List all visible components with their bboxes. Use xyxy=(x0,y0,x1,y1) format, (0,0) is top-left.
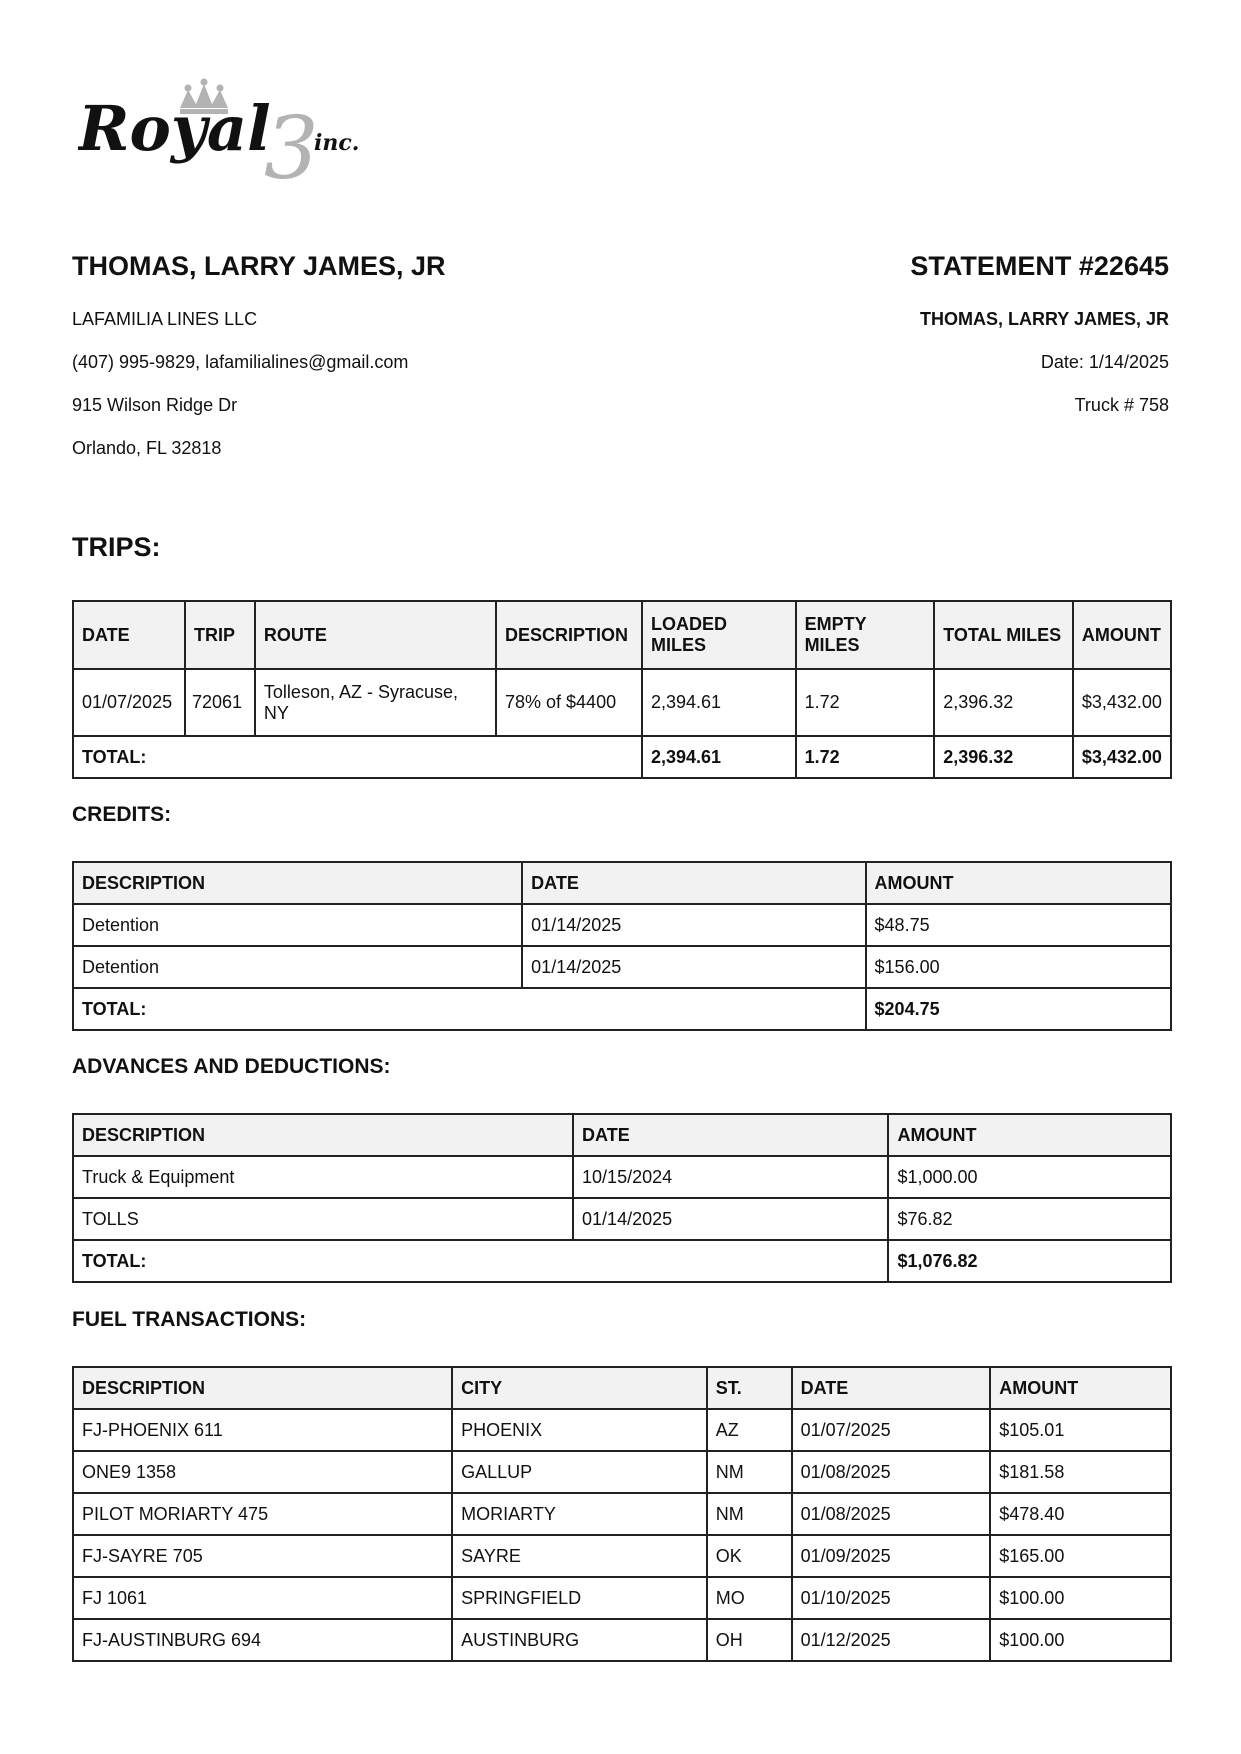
total-total-miles: 2,396.32 xyxy=(934,736,1073,778)
cell-amount: $105.01 xyxy=(990,1409,1171,1451)
table-row xyxy=(73,1451,1171,1493)
cell-description: Detention xyxy=(73,946,522,988)
table-row xyxy=(73,1409,1171,1451)
cell-date: 01/09/2025 xyxy=(792,1535,991,1577)
col-route: ROUTE xyxy=(255,601,496,669)
col-description: DESCRIPTION xyxy=(73,1114,573,1156)
cell-date: 01/07/2025 xyxy=(792,1409,991,1451)
col-amount: AMOUNT xyxy=(866,862,1171,904)
deductions-heading: ADVANCES AND DEDUCTIONS: xyxy=(72,1055,391,1078)
cell-description: FJ 1061 xyxy=(73,1577,452,1619)
cell-date: 01/10/2025 xyxy=(792,1577,991,1619)
cell-total-miles: 2,396.32 xyxy=(934,669,1073,736)
cell-description: TOLLS xyxy=(73,1198,573,1240)
fuel-table xyxy=(72,1366,1172,1662)
cell-date: 01/08/2025 xyxy=(792,1451,991,1493)
trips-header-row xyxy=(73,601,1171,669)
cell-amount: $76.82 xyxy=(888,1198,1171,1240)
deductions-table xyxy=(72,1113,1172,1283)
royal-3-logo-image xyxy=(78,78,398,193)
total-amount: $1,076.82 xyxy=(888,1240,1171,1282)
cell-description: Truck & Equipment xyxy=(73,1156,573,1198)
cell-city: GALLUP xyxy=(452,1451,707,1493)
cell-date: 01/14/2025 xyxy=(522,904,865,946)
cell-amount: $100.00 xyxy=(990,1619,1171,1661)
total-amount: $204.75 xyxy=(866,988,1171,1030)
col-date: DATE xyxy=(73,601,185,669)
cell-amount: $3,432.00 xyxy=(1073,669,1171,736)
cell-amount: $181.58 xyxy=(990,1451,1171,1493)
company-logo xyxy=(78,78,398,193)
cell-city: SPRINGFIELD xyxy=(452,1577,707,1619)
logo-wordmark: Royal xyxy=(78,92,271,165)
table-row xyxy=(73,904,1171,946)
cell-date: 10/15/2024 xyxy=(573,1156,888,1198)
statement-truck: Truck # 758 xyxy=(1074,395,1169,415)
statement-driver-name: THOMAS, LARRY JAMES, JR xyxy=(919,309,1169,329)
statement-info xyxy=(649,248,1169,416)
cell-date: 01/08/2025 xyxy=(792,1493,991,1535)
logo-numeral: 3 xyxy=(264,99,319,193)
cell-city: PHOENIX xyxy=(452,1409,707,1451)
table-row xyxy=(73,1198,1171,1240)
col-date: DATE xyxy=(792,1367,991,1409)
cell-trip: 72061 xyxy=(185,669,255,736)
col-date: DATE xyxy=(573,1114,888,1156)
driver-info xyxy=(72,248,632,459)
total-empty-miles: 1.72 xyxy=(796,736,935,778)
total-label: TOTAL: xyxy=(73,988,866,1030)
driver-name: THOMAS, LARRY JAMES, JR xyxy=(72,251,446,281)
driver-contact: (407) 995-9829, lafamilialines@gmail.com xyxy=(72,352,409,372)
cell-amount: $48.75 xyxy=(866,904,1171,946)
deductions-total-row xyxy=(73,1240,1171,1282)
cell-amount: $165.00 xyxy=(990,1535,1171,1577)
credits-header-row xyxy=(73,862,1171,904)
col-trip: TRIP xyxy=(185,601,255,669)
credits-heading: CREDITS: xyxy=(72,803,172,826)
col-date: DATE xyxy=(522,862,865,904)
table-row xyxy=(73,946,1171,988)
trips-heading: TRIPS: xyxy=(72,532,161,562)
cell-amount: $156.00 xyxy=(866,946,1171,988)
cell-description: FJ-SAYRE 705 xyxy=(73,1535,452,1577)
col-amount: AMOUNT xyxy=(1073,601,1171,669)
cell-description: Detention xyxy=(73,904,522,946)
col-state: ST. xyxy=(707,1367,792,1409)
col-amount: AMOUNT xyxy=(990,1367,1171,1409)
total-amount: $3,432.00 xyxy=(1073,736,1171,778)
cell-state: AZ xyxy=(707,1409,792,1451)
table-row xyxy=(73,1493,1171,1535)
cell-date: 01/12/2025 xyxy=(792,1619,991,1661)
cell-city: SAYRE xyxy=(452,1535,707,1577)
cell-date: 01/07/2025 xyxy=(73,669,185,736)
cell-state: OK xyxy=(707,1535,792,1577)
cell-loaded-miles: 2,394.61 xyxy=(642,669,796,736)
col-city: CITY xyxy=(452,1367,707,1409)
cell-state: NM xyxy=(707,1493,792,1535)
fuel-header-row xyxy=(73,1367,1171,1409)
col-description: DESCRIPTION xyxy=(73,1367,452,1409)
logo-suffix: inc. xyxy=(314,130,360,156)
cell-city: MORIARTY xyxy=(452,1493,707,1535)
trips-total-row xyxy=(73,736,1171,778)
table-row xyxy=(73,1156,1171,1198)
col-empty-miles: EMPTY MILES xyxy=(796,601,935,669)
cell-empty-miles: 1.72 xyxy=(796,669,935,736)
statement-title: STATEMENT #22645 xyxy=(910,251,1169,281)
cell-date: 01/14/2025 xyxy=(573,1198,888,1240)
table-row xyxy=(73,669,1171,736)
statement-date: Date: 1/14/2025 xyxy=(1040,352,1169,372)
col-loaded-miles: LOADED MILES xyxy=(642,601,796,669)
deductions-header-row xyxy=(73,1114,1171,1156)
col-description: DESCRIPTION xyxy=(73,862,522,904)
cell-city: AUSTINBURG xyxy=(452,1619,707,1661)
total-loaded-miles: 2,394.61 xyxy=(642,736,796,778)
cell-route: Tolleson, AZ - Syracuse, NY xyxy=(255,669,496,736)
total-label: TOTAL: xyxy=(73,1240,888,1282)
col-total-miles: TOTAL MILES xyxy=(934,601,1073,669)
cell-amount: $1,000.00 xyxy=(888,1156,1171,1198)
credits-table xyxy=(72,861,1172,1031)
cell-amount: $100.00 xyxy=(990,1577,1171,1619)
cell-state: NM xyxy=(707,1451,792,1493)
driver-address-line1: 915 Wilson Ridge Dr xyxy=(72,395,238,415)
table-row xyxy=(73,1577,1171,1619)
table-row xyxy=(73,1619,1171,1661)
trips-table xyxy=(72,600,1172,779)
cell-amount: $478.40 xyxy=(990,1493,1171,1535)
col-description: DESCRIPTION xyxy=(496,601,642,669)
cell-description: ONE9 1358 xyxy=(73,1451,452,1493)
fuel-heading: FUEL TRANSACTIONS: xyxy=(72,1308,307,1331)
driver-company: LAFAMILIA LINES LLC xyxy=(72,309,258,329)
table-row xyxy=(73,1535,1171,1577)
cell-description: 78% of $4400 xyxy=(496,669,642,736)
cell-state: MO xyxy=(707,1577,792,1619)
cell-date: 01/14/2025 xyxy=(522,946,865,988)
cell-description: PILOT MORIARTY 475 xyxy=(73,1493,452,1535)
credits-total-row xyxy=(73,988,1171,1030)
cell-description: FJ-PHOENIX 611 xyxy=(73,1409,452,1451)
cell-description: FJ-AUSTINBURG 694 xyxy=(73,1619,452,1661)
cell-state: OH xyxy=(707,1619,792,1661)
driver-address-line2: Orlando, FL 32818 xyxy=(72,438,222,458)
col-amount: AMOUNT xyxy=(888,1114,1171,1156)
total-label: TOTAL: xyxy=(73,736,642,778)
